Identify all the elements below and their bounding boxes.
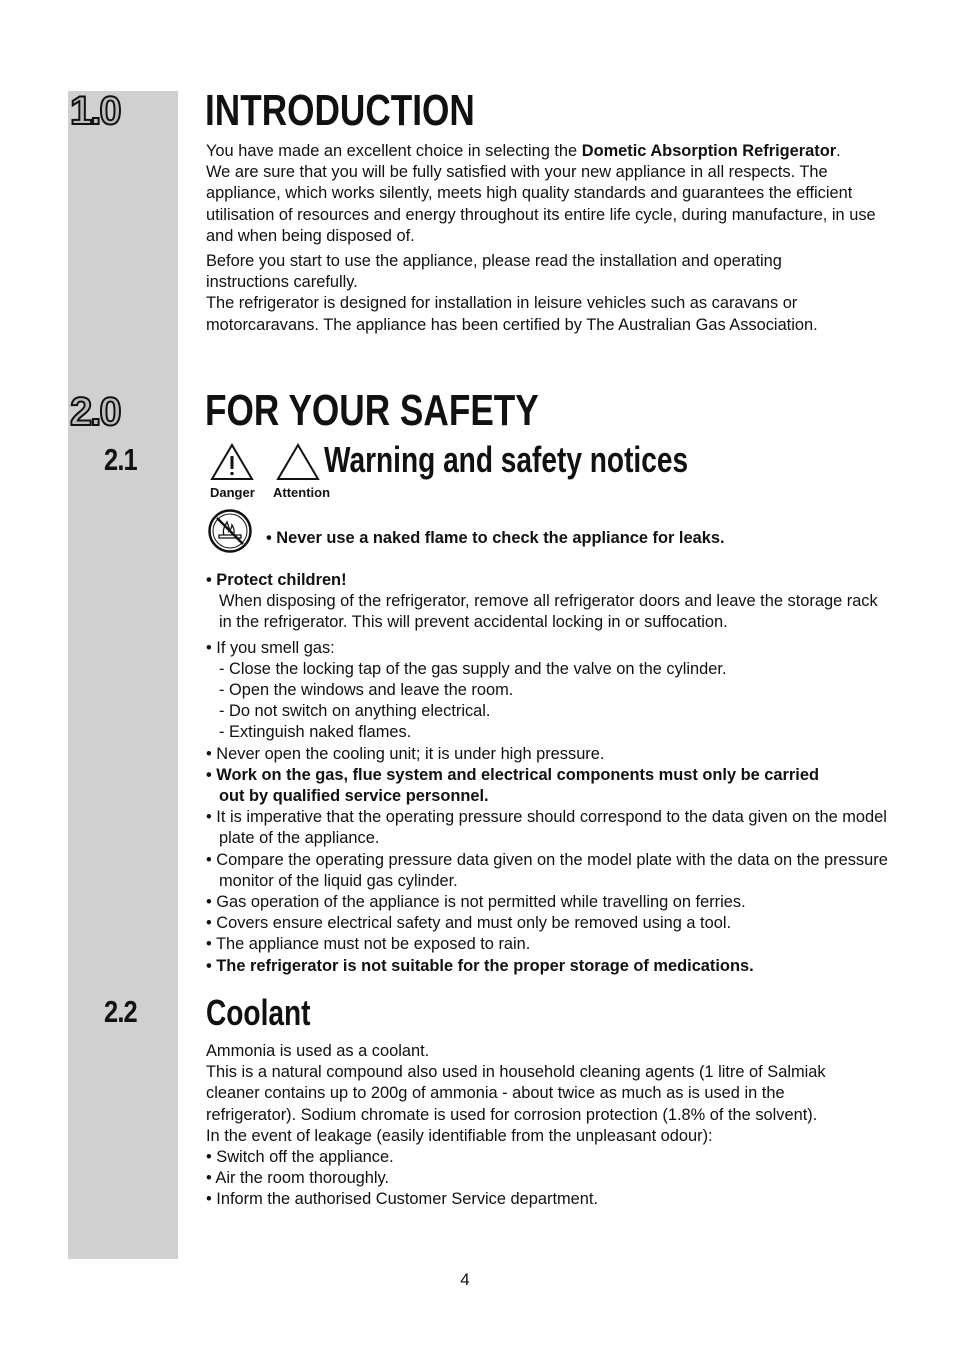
- section-title-coolant: Coolant: [206, 992, 311, 1033]
- coolant-steps-list: [206, 1147, 906, 1211]
- section-number-2-2: 2.2: [104, 994, 137, 1029]
- safety-notices: [206, 570, 906, 977]
- section-title-introduction: INTRODUCTION: [205, 86, 475, 135]
- safety-item: • Work on the gas, flue system and electrical components must only be carried out by qualified service personnel.: [206, 765, 819, 806]
- attention-triangle-icon: [276, 443, 320, 481]
- intro-text: [206, 141, 906, 336]
- gas-step: - Do not switch on anything electrical.: [219, 702, 491, 721]
- product-name: Dometic Absorption Refrigerator: [581, 142, 837, 160]
- no-naked-flame-icon: [207, 508, 253, 554]
- intro-paragraph-3: The refrigerator is designed for installation in leisure vehicles such as caravans or motorcaravans. The appliance has been certified by The Australian Gas Association.: [206, 294, 818, 334]
- coolant-step: • Inform the authorised Customer Service department.: [206, 1190, 599, 1209]
- coolant-text: [206, 1041, 906, 1211]
- coolant-step: • Air the room thoroughly.: [206, 1169, 390, 1188]
- intro-paragraph-1: [206, 141, 906, 247]
- coolant-paragraph-3: In the event of leakage (easily identifiable from the unpleasant odour):: [206, 1126, 713, 1145]
- safety-list: [206, 744, 906, 977]
- intro-p1-pre: You have made an excellent choice in selecting the: [206, 142, 582, 160]
- intro-paragraph-2: Before you start to use the appliance, please read the installation and operating instructions carefully.: [206, 252, 782, 292]
- safety-item: • Compare the operating pressure data given on the model plate with the data on the pressure monitor of the liquid gas cylinder.: [206, 850, 888, 890]
- intro-p1-rest: We are sure that you will be fully satisfied with your new appliance in all respects. The appliance, which works silently, meets high quality standards and guarantees the efficient utilisation of resources and energy throughout its entire life cycle, during manufacture, in use and when being disposed of.: [206, 163, 876, 245]
- safety-item: • Never open the cooling unit; it is under high pressure.: [206, 744, 605, 763]
- section-title-warning-notices: Warning and safety notices: [324, 439, 689, 480]
- intro-p1-post: .: [836, 142, 841, 160]
- gas-steps-list: [206, 659, 906, 744]
- coolant-paragraph-1: Ammonia is used as a coolant.: [206, 1042, 430, 1060]
- safety-item: • Covers ensure electrical safety and must only be removed using a tool.: [206, 914, 732, 933]
- attention-label: Attention: [273, 485, 331, 500]
- page-number: 4: [460, 1270, 470, 1289]
- protect-children-heading: • Protect children!: [206, 571, 347, 589]
- gas-step: - Close the locking tap of the gas supply and the valve on the cylinder.: [219, 659, 727, 678]
- safety-item: • The refrigerator is not suitable for the proper storage of medications.: [206, 956, 754, 975]
- section-title-for-your-safety: FOR YOUR SAFETY: [205, 386, 539, 435]
- gas-step: - Extinguish naked flames.: [219, 723, 412, 742]
- sidebar-band: [68, 91, 178, 1259]
- section-number-2-0: 2.0: [70, 390, 120, 434]
- coolant-step: • Switch off the appliance.: [206, 1148, 394, 1167]
- naked-flame-warning: • Never use a naked flame to check the appliance for leaks.: [266, 529, 725, 547]
- safety-item: • The appliance must not be exposed to rain.: [206, 935, 531, 954]
- safety-item: • It is imperative that the operating pressure should correspond to the data given on the model plate of the appliance.: [206, 808, 887, 848]
- protect-children-text: When disposing of the refrigerator, remove all refrigerator doors and leave the storage rack in the refrigerator. This will prevent accidental locking in or suffocation.: [219, 592, 878, 632]
- gas-smell-heading: • If you smell gas:: [206, 638, 335, 657]
- coolant-paragraph-2: This is a natural compound also used in household cleaning agents (1 litre of Salmiak cleaner contains up to 200g of ammonia - about twice as much as is used in the refrigerator). Sodium chromate is used for corrosion protection (1.8% of the solvent).: [206, 1063, 826, 1124]
- danger-triangle-icon: [210, 443, 254, 481]
- section-number-2-1: 2.1: [104, 442, 137, 477]
- section-number-1-0: 1.0: [70, 89, 120, 133]
- safety-item: • Gas operation of the appliance is not permitted while travelling on ferries.: [206, 893, 746, 912]
- gas-step: - Open the windows and leave the room.: [219, 681, 514, 700]
- danger-label: Danger: [210, 485, 255, 500]
